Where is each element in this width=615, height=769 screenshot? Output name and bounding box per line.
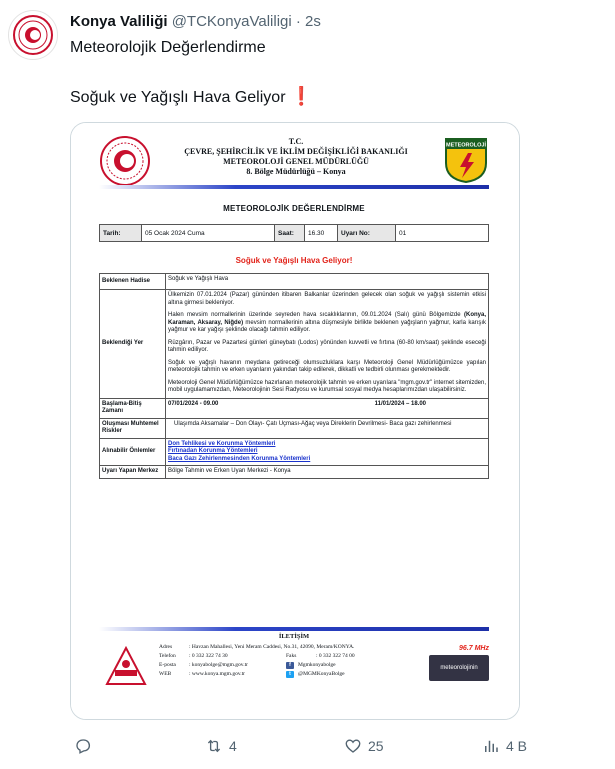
period-value	[166, 398, 489, 418]
paragraph-3: Rüzgârın, Pazar ve Pazartesi günleri güneybatı (Lodos) yönünden kuvvetli ve fırtına (60-80 km/saat) şeklinde eseceği tahmin ediliyor.	[168, 339, 486, 353]
date-value: 05 Ocak 2024 Cuma	[142, 225, 275, 241]
table-row	[100, 438, 489, 466]
warning-table	[99, 273, 489, 479]
period-label: Başlama-Bitiş Zamanı	[100, 398, 166, 418]
table-row	[100, 418, 489, 438]
facebook-icon: f	[286, 662, 294, 669]
timestamp[interactable]: · 2s	[295, 13, 321, 30]
paragraph-2-c: mevsim normallerinin altına düşmesiyle birlikte beklenen yağışların yağmur, karla karışık yağmur ve kar yağışı şeklinde olacağı tahmin ediliyor.	[168, 319, 486, 333]
like-count: 25	[368, 738, 384, 754]
measure-link-storm[interactable]: Fırtınadan Korunma Yöntemleri	[168, 448, 258, 454]
ministry-logo-icon	[99, 135, 151, 187]
center-label: Uyarı Yapan Merkez	[100, 466, 166, 479]
paragraph-2-b: (Konya, Karaman, Aksaray, Niğde)	[168, 312, 487, 326]
phone-value: : 0 332 322 74 30	[189, 653, 228, 659]
email-value: : konyabolge@mgm.gov.tr	[189, 662, 248, 668]
media-card[interactable]	[70, 122, 520, 720]
center-value: Bölge Tahmin ve Erken Uyarı Merkezi - Konya	[166, 466, 489, 479]
header-rule	[99, 185, 489, 189]
tweet-text-line2-text: Soğuk ve Yağışlı Hava Geliyor	[70, 89, 286, 106]
fax-label: Faks	[286, 653, 297, 659]
tweet-text-line2	[70, 86, 312, 108]
meteoroloji-logo-text: METEOROLOJİ	[445, 142, 487, 149]
konya-valiligi-logo-icon	[12, 14, 54, 56]
risks-value: Ulaşımda Aksamalar – Don Olayı- Çatı Uçması-Ağaç veya Direklerin Devrilmesi- Baca gazı zehirlenmesi	[166, 418, 489, 438]
views-chart-icon	[482, 737, 500, 755]
period-end: 11/01/2024 – 18.00	[374, 400, 426, 407]
retweet-icon	[205, 737, 223, 755]
twitter-value: @MGMKonyaBolge	[298, 671, 345, 677]
phone-label: Telefon	[159, 653, 176, 659]
paragraph-1: Ülkemizin 07.01.2024 (Pazar) gününden itibaren Balkanlar üzerinden gelecek olan soğuk ve yağışlı sistemin etkisi altına girmesi bekleniyor.	[168, 292, 486, 306]
location-label: Beklendiği Yer	[100, 290, 166, 399]
address-label: Adres	[159, 644, 173, 650]
service-logo-icon	[105, 646, 147, 688]
paragraph-2	[168, 312, 486, 335]
tweet-actions	[0, 737, 615, 759]
like-button[interactable]	[344, 737, 384, 755]
views-count: 4 B	[506, 738, 528, 754]
web-label: WEB	[159, 671, 172, 677]
warning-document	[71, 123, 520, 720]
footer-rule	[99, 627, 489, 631]
measure-link-flue-gas[interactable]: Baca Gazı Zehirlenmesinden Korunma Yöntemleri	[168, 455, 311, 462]
retweet-count: 4	[229, 738, 237, 754]
reply-button[interactable]	[74, 737, 98, 755]
document-subtitle: Soğuk ve Yağışlı Hava Geliyor!	[235, 256, 353, 265]
event-label: Beklenen Hadise	[100, 274, 166, 290]
date-label: Tarih:	[100, 225, 142, 241]
document-header	[161, 137, 431, 177]
document-title: METEOROLOJİK DEĞERLENDİRME	[223, 204, 365, 213]
org-branch: 8. Bölge Müdürlüğü – Konya	[246, 167, 346, 176]
period-start: 07/01/2024 - 09.00	[168, 400, 219, 407]
views-button[interactable]	[482, 737, 527, 755]
measures-label: Alınabilir Önlemler	[100, 438, 166, 466]
risks-label: Oluşması Muhtemel Riskler	[100, 418, 166, 438]
radio-logo	[429, 645, 489, 683]
radio-name: meteorolojinin	[429, 655, 489, 681]
table-row	[100, 398, 489, 418]
tweet-text-line1: Meteorolojik Değerlendirme	[70, 39, 266, 56]
org-ministry: ÇEVRE, ŞEHİRCİLİK VE İKLİM DEĞİŞİKLİĞİ BAKANLIĞI	[184, 147, 408, 156]
fax-value: : 0 332 322 74 00	[316, 653, 355, 659]
address-value: : Havzan Mahallesi, Yeni Meram Caddesi, No.31, 42090, Meram/KONYA.	[189, 644, 355, 650]
paragraph-5: Meteoroloji Genel Müdürlüğümüzce hazırlanan meteorolojik tahmin ve erken uyarılara "mgm.gov.tr" internet sitemizden, mobil uygulamamızdan, Meteorolojinin Sesi Radyosu ve kurumsal sosyal medya hesaplarımızdan ulaşabilirsiniz.	[168, 379, 486, 393]
paragraph-2-a: Halen mevsim normallerinin üzerinde seyreden hava sıcaklıklarının, 09.01.2024 (Salı) günü Bölgemizde	[168, 312, 461, 318]
heart-icon	[344, 737, 362, 755]
time-value: 16.30	[305, 225, 338, 241]
table-row	[100, 274, 489, 290]
radio-frequency: 96.7 MHz	[459, 645, 489, 652]
meteoroloji-logo-icon	[444, 137, 488, 183]
facebook-value: Mgmkonyabolge	[298, 662, 336, 668]
info-row	[99, 224, 489, 242]
exclamation-emoji: ❗	[289, 86, 313, 106]
org-tc: T.C.	[288, 137, 304, 146]
warning-value: 01	[399, 229, 407, 237]
contact-block-right	[286, 643, 355, 679]
twitter-icon: t	[286, 671, 294, 678]
time-label: Saat:	[275, 225, 305, 241]
paragraph-4: Soğuk ve yağışlı havanın meydana getireceği olumsuzluklara karşı Meteoroloji Genel Müdürlüğümüzce yapılan meteorolojik tahmin ve erken uyarıların yakından takip edilerek, dikkatli ve tedbirli olunması gerekmektedir.	[168, 359, 486, 373]
location-description	[166, 290, 489, 399]
table-row	[100, 290, 489, 399]
tweet-header	[70, 12, 321, 32]
warning-label: Uyarı No:	[338, 225, 396, 241]
display-name[interactable]: Konya Valiliği	[70, 13, 168, 30]
org-dept: METEOROLOJİ GENEL MÜDÜRLÜĞÜ	[223, 157, 369, 166]
event-value: Soğuk ve Yağışlı Hava	[166, 274, 489, 290]
footer-title: İLETİŞİM	[278, 633, 310, 640]
measure-link-frost[interactable]: Don Tehlikesi ve Korunma Yöntemleri	[168, 440, 276, 447]
handle[interactable]: @TCKonyaValiligi	[171, 13, 292, 30]
table-row	[100, 466, 489, 479]
email-label: E-posta	[159, 662, 176, 668]
measures-links	[166, 438, 489, 466]
web-value: : www.konya.mgm.gov.tr	[189, 671, 245, 677]
retweet-button[interactable]	[205, 737, 237, 755]
avatar[interactable]	[8, 10, 58, 60]
reply-icon	[74, 737, 92, 755]
